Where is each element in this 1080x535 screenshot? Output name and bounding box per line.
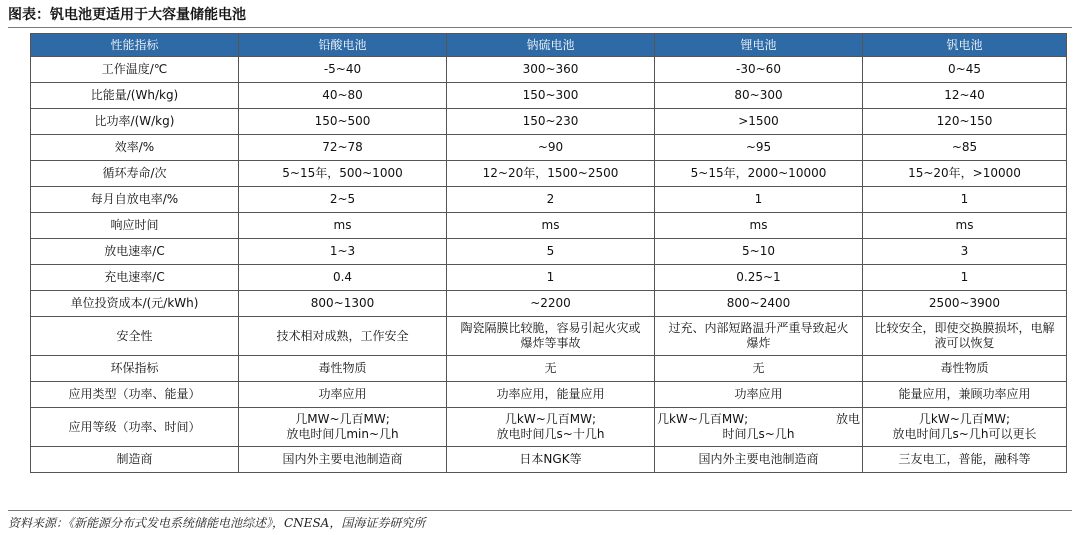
table-cell: 150~230 [447, 109, 655, 135]
table-cell: 无 [447, 356, 655, 382]
table-cell: 72~78 [239, 135, 447, 161]
top-divider [8, 27, 1072, 28]
table-cell: 1~3 [239, 239, 447, 265]
table-row [31, 57, 1067, 83]
table-cell: 15~20年，>10000 [863, 161, 1067, 187]
table-cell: 毒性物质 [239, 356, 447, 382]
row-label: 放电速率/C [31, 239, 239, 265]
column-header: 钠硫电池 [447, 34, 655, 57]
table-cell: ms [655, 213, 863, 239]
table-cell: 无 [655, 356, 863, 382]
cell-line: 爆炸等事故 [520, 336, 581, 350]
table-cell: 功率应用，能量应用 [447, 382, 655, 408]
table-cell [447, 408, 655, 447]
table-cell: 120~150 [863, 109, 1067, 135]
row-label: 比能量/(Wh/kg) [31, 83, 239, 109]
cell-line: 陶瓷隔膜比较脆，容易引起火灾或 [460, 321, 641, 335]
table-cell [863, 408, 1067, 447]
column-header: 铅酸电池 [239, 34, 447, 57]
column-header: 钒电池 [863, 34, 1067, 57]
cell-line: 比较安全，即使交换膜损坏，电解 [874, 321, 1055, 335]
row-label: 效率/% [31, 135, 239, 161]
table-cell: 1 [863, 187, 1067, 213]
row-label: 环保指标 [31, 356, 239, 382]
table-row [31, 317, 1067, 356]
table-row [31, 447, 1067, 473]
table-cell: 5~15年，500~1000 [239, 161, 447, 187]
table-cell [655, 408, 863, 447]
table-cell [239, 408, 447, 447]
table-cell: 150~300 [447, 83, 655, 109]
table-cell: 三友电工，普能，融科等 [863, 447, 1067, 473]
table-cell: 40~80 [239, 83, 447, 109]
table-cell: 5~15年，2000~10000 [655, 161, 863, 187]
table-cell: ~90 [447, 135, 655, 161]
table-cell: -30~60 [655, 57, 863, 83]
table-cell [655, 317, 863, 356]
table-row [31, 239, 1067, 265]
table-cell: 5~10 [655, 239, 863, 265]
cell-line: 几MW~几百MW; [295, 412, 390, 426]
source-note: 资料来源：《新能源分布式发电系统储能电池综述》，CNESA，国海证券研究所 [8, 516, 426, 530]
row-label: 应用等级（功率、时间） [31, 408, 239, 447]
cell-line: 几kW~几百MW; [504, 412, 597, 426]
table-cell: 80~300 [655, 83, 863, 109]
table-cell: 技术相对成熟，工作安全 [239, 317, 447, 356]
table-cell: 2500~3900 [863, 291, 1067, 317]
column-header: 性能指标 [31, 34, 239, 57]
row-label: 单位投资成本/(元/kWh) [31, 291, 239, 317]
page-title: 图表：钒电池更适用于大容量储能电池 [8, 7, 246, 23]
table-cell: >1500 [655, 109, 863, 135]
table-cell: 2 [447, 187, 655, 213]
table-row [31, 135, 1067, 161]
table-cell: ~2200 [447, 291, 655, 317]
table-cell: 12~40 [863, 83, 1067, 109]
table-cell: 800~1300 [239, 291, 447, 317]
cell-line: 时间几s~几h [722, 427, 795, 441]
table-cell: ~95 [655, 135, 863, 161]
cell-text: 放电 [835, 412, 860, 426]
cell-line [657, 412, 860, 427]
table-cell: ms [447, 213, 655, 239]
table-cell: 1 [863, 265, 1067, 291]
cell-line: 爆炸 [746, 336, 771, 350]
cell-line: 放电时间几s~十几h [496, 427, 605, 441]
table-row [31, 213, 1067, 239]
row-label: 工作温度/℃ [31, 57, 239, 83]
table-cell: 0.4 [239, 265, 447, 291]
row-label: 应用类型（功率、能量） [31, 382, 239, 408]
table-cell: 功率应用 [655, 382, 863, 408]
table-cell: ms [239, 213, 447, 239]
table-row [31, 382, 1067, 408]
table-row [31, 109, 1067, 135]
table-cell: ~85 [863, 135, 1067, 161]
table-row [31, 265, 1067, 291]
row-label: 循环寿命/次 [31, 161, 239, 187]
table-row [31, 187, 1067, 213]
table-row [31, 408, 1067, 447]
cell-line: 放电时间几min~几h [286, 427, 399, 441]
row-label: 响应时间 [31, 213, 239, 239]
table-cell: 国内外主要电池制造商 [655, 447, 863, 473]
table-cell: 3 [863, 239, 1067, 265]
table-cell: ms [863, 213, 1067, 239]
row-label: 充电速率/C [31, 265, 239, 291]
table-cell: 国内外主要电池制造商 [239, 447, 447, 473]
row-label: 安全性 [31, 317, 239, 356]
table-cell: -5~40 [239, 57, 447, 83]
row-label: 比功率/(W/kg) [31, 109, 239, 135]
table-cell: 5 [447, 239, 655, 265]
table-cell: 2~5 [239, 187, 447, 213]
table-cell: 800~2400 [655, 291, 863, 317]
cell-line: 液可以恢复 [934, 336, 995, 350]
cell-line: 几kW~几百MW; [918, 412, 1011, 426]
table-cell: 1 [447, 265, 655, 291]
table-cell: 日本NGK等 [447, 447, 655, 473]
table-cell: 功率应用 [239, 382, 447, 408]
table-cell: 0~45 [863, 57, 1067, 83]
cell-line: 放电时间几s~几h可以更长 [892, 427, 1037, 441]
table-cell: 300~360 [447, 57, 655, 83]
table-row [31, 161, 1067, 187]
table-cell: 12~20年，1500~2500 [447, 161, 655, 187]
table-cell: 毒性物质 [863, 356, 1067, 382]
table-cell: 能量应用，兼顾功率应用 [863, 382, 1067, 408]
table-cell: 1 [655, 187, 863, 213]
table-cell [863, 317, 1067, 356]
table-cell: 0.25~1 [655, 265, 863, 291]
table-row [31, 291, 1067, 317]
table-cell: 150~500 [239, 109, 447, 135]
table-header-row [31, 34, 1067, 57]
table-cell [447, 317, 655, 356]
bottom-divider [8, 510, 1072, 511]
table-row [31, 356, 1067, 382]
comparison-table [30, 33, 1067, 473]
row-label: 每月自放电率/% [31, 187, 239, 213]
table-row [31, 83, 1067, 109]
column-header: 锂电池 [655, 34, 863, 57]
cell-text: 几kW~几百MW; [657, 412, 749, 426]
row-label: 制造商 [31, 447, 239, 473]
cell-line: 过充、内部短路温升严重导致起火 [668, 321, 849, 335]
